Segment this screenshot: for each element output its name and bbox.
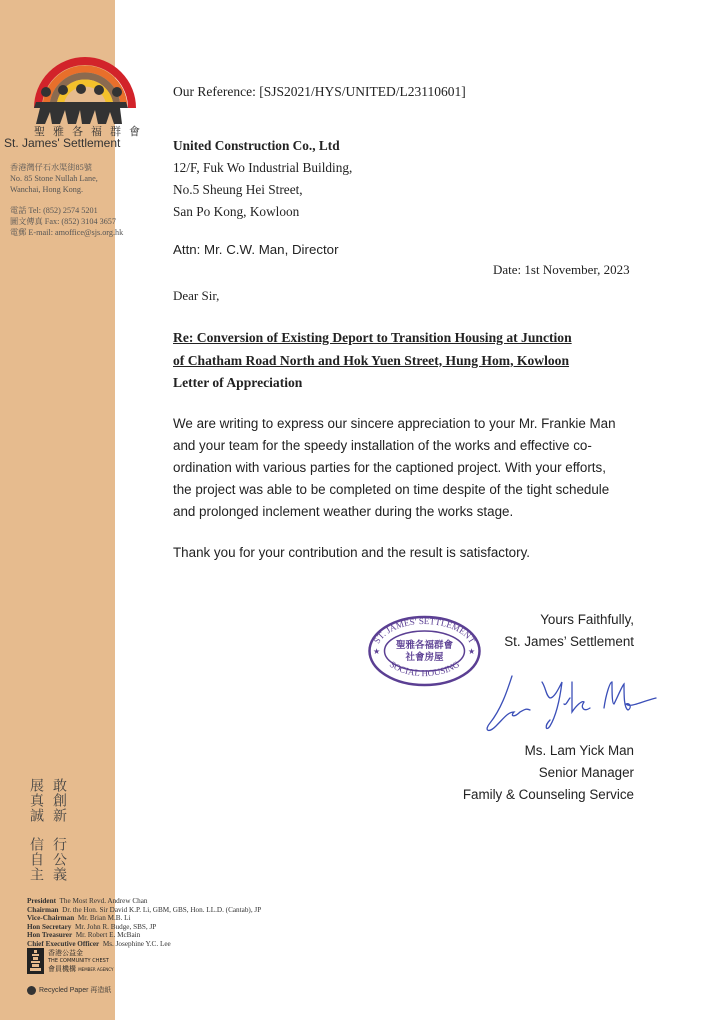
svg-text:ST. JAMES' SETTLEMENT: ST. JAMES' SETTLEMENT: [371, 615, 478, 646]
officer-row: Hon Treasurer Mr. Robert E. McBain: [27, 931, 141, 940]
body-paragraph: [173, 413, 616, 523]
recycled-paper-note: [27, 985, 111, 995]
closing: [504, 609, 634, 653]
letterhead-contact: [10, 162, 123, 238]
member-agency-zh: 會員機構: [48, 964, 76, 973]
letter-date: Date: 1st November, 2023: [493, 262, 630, 277]
email-link[interactable]: 電郵 E-mail: amoffice@sjs.org.hk: [10, 228, 124, 237]
fax: 圖文傳真 Fax: (852) 3104 3657: [10, 217, 116, 226]
recipient-address: [173, 135, 352, 223]
body-line: We are writing to express our sincere appreciation to your Mr. Frankie Man: [173, 416, 616, 431]
svg-text:★: ★: [468, 647, 476, 656]
thanks-paragraph: Thank you for your contribution and the result is satisfactory.: [173, 545, 531, 560]
salutation: Dear Sir,: [173, 288, 220, 303]
recipient-company: United Construction Co., Ltd: [173, 138, 340, 153]
member-agency-en: MEMBER AGENCY: [78, 966, 114, 972]
address-zh: 香港灣仔石水渠街85號: [10, 163, 92, 172]
motto-column: 行公義: [51, 837, 67, 882]
subject-line: Letter of Appreciation: [173, 375, 303, 390]
officer-row: President The Most Revd. Andrew Chan: [27, 897, 148, 905]
officer-row: Chairman Dr. the Hon. Sir David K.P. Li, GBM, GBS, Hon. LL.D. (Cantab), JP: [27, 905, 262, 914]
signatory-name: Ms. Lam Yick Man: [524, 743, 634, 758]
pagoda-icon: [27, 948, 44, 974]
signatory-department: Family & Counseling Service: [462, 787, 634, 802]
subject-heading: [173, 327, 572, 395]
recycled-label: Recycled Paper 再造紙: [39, 987, 112, 994]
closing-org: St. James’ Settlement: [504, 634, 634, 649]
svg-text:社會房屋: 社會房屋: [405, 652, 444, 663]
motto: [28, 778, 66, 882]
recipient-line: San Po Kong, Kowloon: [173, 204, 300, 219]
community-chest-en: THE COMMUNITY CHEST: [48, 957, 109, 964]
officer-row: Hon Secretary Mr. John R. Budge, SBS, JP: [27, 922, 157, 931]
signatory-block: [463, 740, 634, 806]
officer-row: Chief Executive Officer Ms. Josephine Y.C. Lee: [27, 939, 171, 948]
recipient-line: 12/F, Fuk Wo Industrial Building,: [173, 160, 353, 175]
body-line: and your team for the speedy installation of the works and effective co-: [173, 438, 592, 453]
recycle-icon: [27, 986, 36, 995]
body-line: ordination with various parties for the captioned project. With your efforts,: [173, 460, 606, 475]
body-line: the project was able to be completed on time despite of the tight schedule: [173, 482, 610, 497]
our-reference: Our Reference: [SJS2021/HYS/UNITED/L23110601]: [173, 84, 466, 99]
handwritten-signature-icon: [480, 668, 660, 738]
motto-column: 敢創新: [51, 778, 67, 823]
svg-text:聖雅各福群會: 聖雅各福群會: [395, 640, 454, 651]
attention-line: Attn: Mr. C.W. Man, Director: [173, 242, 339, 257]
signatory-title: Senior Manager: [538, 765, 634, 780]
motto-column: 展真誠: [28, 778, 44, 823]
subject-line: of Chatham Road North and Hok Yuen Street, Hung Hom, Kowloon: [173, 352, 570, 368]
svg-text:★: ★: [373, 647, 381, 656]
address-line: No. 85 Stone Nullah Lane,: [10, 174, 98, 183]
org-name-en: St. James' Settlement: [4, 136, 121, 150]
closing-line: Yours Faithfully,: [540, 612, 634, 627]
svg-text:SOCIAL HOUSING: SOCIAL HOUSING: [387, 658, 462, 679]
subject-line: Re: Conversion of Existing Deport to Transition Housing at Junction: [173, 330, 572, 345]
recipient-line: No.5 Sheung Hei Street,: [173, 182, 303, 197]
motto-column: 信自主: [28, 837, 44, 882]
org-name-zh: 聖雅各福群會: [34, 125, 148, 138]
officer-row: Vice-Chairman Mr. Brian M.B. Li: [27, 914, 131, 923]
officers-list: [27, 897, 261, 949]
tel: 電話 Tel: (852) 2574 5201: [10, 206, 98, 215]
community-chest-zh: 香港公益金: [48, 948, 83, 957]
address-line: Wanchai, Hong Kong.: [10, 185, 84, 194]
social-housing-stamp-icon: [367, 614, 482, 688]
community-chest-badge: [27, 948, 113, 974]
body-line: and prolonged inclement weather during the works stage.: [173, 504, 514, 519]
